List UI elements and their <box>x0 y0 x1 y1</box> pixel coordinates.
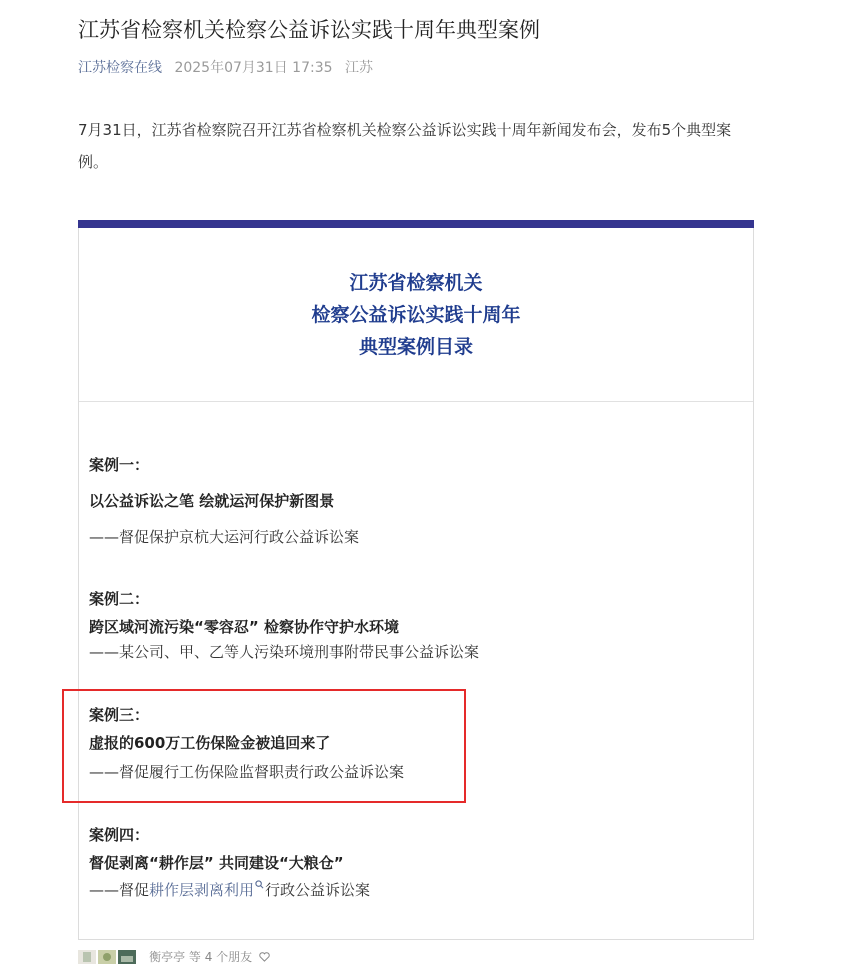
heart-icon[interactable] <box>259 952 270 962</box>
case-subtitle: ——某公司、甲、乙等人污染环境刑事附带民事公益诉讼案 <box>89 643 480 661</box>
case-headline: 虚报的600万工伤保险金被追回来了 <box>89 734 331 752</box>
friend-avatar-2 <box>98 950 116 964</box>
case-number: 案例一： <box>89 456 150 474</box>
keyword-search-link[interactable]: 耕作层剥离利用 <box>149 881 255 899</box>
card-top-bar <box>78 220 754 228</box>
search-icon[interactable] <box>255 880 264 889</box>
card-title-line-2: 检察公益诉讼实践十周年 <box>311 304 521 326</box>
friend-avatar-3 <box>118 950 136 964</box>
friend-avatar-1 <box>78 950 96 964</box>
case-number: 案例三： <box>89 706 150 724</box>
card-header <box>79 229 753 402</box>
article-meta <box>78 58 373 78</box>
case-catalog-card <box>78 220 754 940</box>
case-subtitle-suffix: 行政公益诉讼案 <box>265 881 371 899</box>
case-item-4 <box>89 825 729 900</box>
highlight-box <box>62 689 466 803</box>
case-number: 案例四： <box>89 826 150 844</box>
card-title-line-1: 江苏省检察机关 <box>349 272 483 294</box>
publish-datetime: 2025年07月31日 17:35 <box>174 60 333 76</box>
case-item-2 <box>89 589 729 662</box>
case-subtitle: ——督促履行工伤保险监督职责行政公益诉讼案 <box>89 763 405 781</box>
case-subtitle: ——督促保护京杭大运河行政公益诉讼案 <box>89 528 360 546</box>
card-title-line-3: 典型案例目录 <box>358 336 473 358</box>
case-headline: 督促剥离“耕作层” 共同建设“大粮仓” <box>89 854 344 872</box>
friends-like-bar[interactable] <box>78 946 270 964</box>
friends-like-text: 衡亭亭 等 4 个朋友 <box>149 950 253 964</box>
publish-location: 江苏 <box>344 60 373 76</box>
source-account-link[interactable]: 江苏检察在线 <box>78 60 162 76</box>
article-intro: 7月31日，江苏省检察院召开江苏省检察机关检察公益诉讼实践十周年新闻发布会，发布5个典型案例。 <box>78 121 732 171</box>
case-number: 案例二： <box>89 590 150 608</box>
case-item-1 <box>89 455 729 547</box>
case-subtitle <box>89 880 729 900</box>
case-headline: 跨区域河流污染“零容忍” 检察协作守护水环境 <box>89 618 399 636</box>
case-headline: 以公益诉讼之笔 绘就运河保护新图景 <box>89 492 335 510</box>
article-title: 江苏省检察机关检察公益诉讼实践十周年典型案例 <box>78 18 540 42</box>
case-subtitle-prefix: ——督促 <box>89 881 150 899</box>
